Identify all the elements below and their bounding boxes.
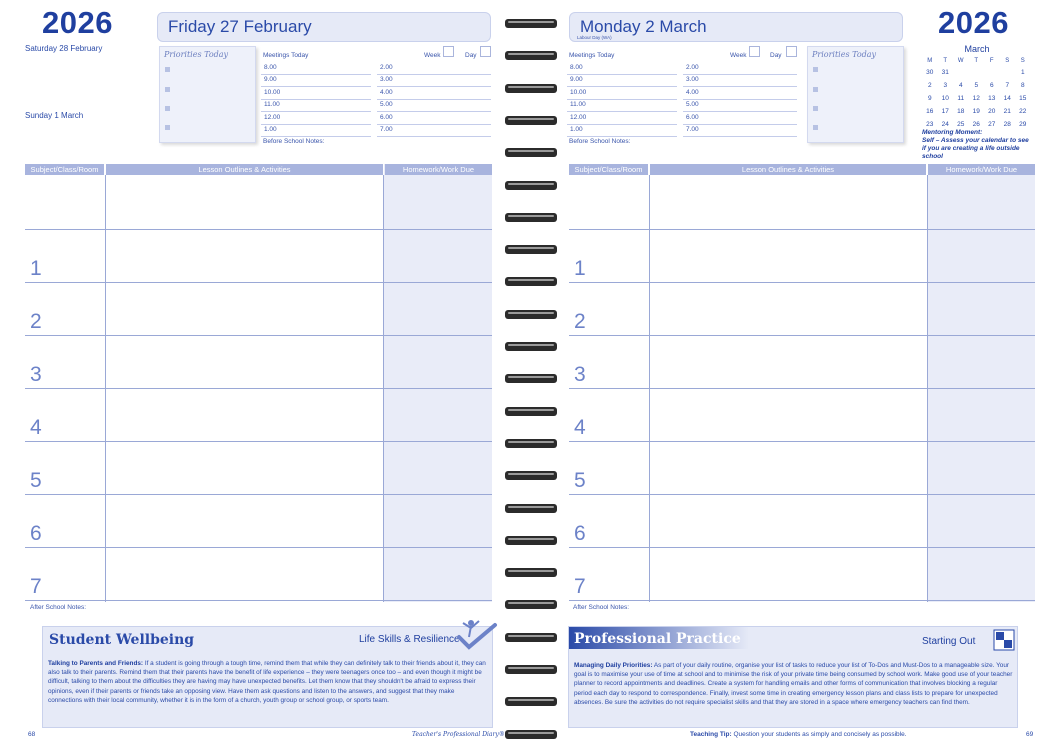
row-divider bbox=[569, 335, 1035, 336]
left-date-title: Friday 27 February bbox=[157, 12, 491, 42]
right-date-title: Monday 2 March bbox=[569, 12, 903, 42]
meeting-line[interactable] bbox=[261, 111, 371, 112]
priority-bullet bbox=[813, 106, 818, 111]
panel-heading: Talking to Parents and Friends: bbox=[48, 660, 144, 667]
spiral-ring bbox=[504, 630, 558, 641]
panel-heading: Managing Daily Priorities: bbox=[574, 662, 653, 669]
day-checkbox[interactable] bbox=[480, 46, 491, 57]
spiral-ring bbox=[504, 274, 558, 285]
meeting-time: 5.00 bbox=[380, 101, 393, 109]
mentoring-moment bbox=[922, 129, 1032, 161]
calendar-weekday: F bbox=[989, 58, 994, 64]
row-divider bbox=[25, 388, 492, 389]
before-school-label: Before School Notes: bbox=[263, 138, 325, 145]
period-number: 6 bbox=[30, 522, 42, 545]
calendar-day[interactable]: 5 bbox=[974, 82, 979, 89]
panel-text: As part of your daily routine, organise your list of tasks to reduce your list of To-Dos and Must-Dos to a manageable size. Your goal is to maximise your use of time at school and to minimise the risk of your private time being consumed by school work. Make good use of your teacher planner to record appointments and deadlines. Create a system for handling emails and other forms of communication that involves blocking a regular period each day to respond to correspondence. Finally, invest some time in creating emergency lesson plans and class lists to prepare for unexpected absences. Be sure the activities do not require specialist skills and that they are stored in a space where emergency teachers can find them. bbox=[574, 662, 1013, 706]
row-divider bbox=[25, 282, 492, 283]
meeting-time: 4.00 bbox=[380, 88, 393, 96]
week-label: Week bbox=[730, 52, 747, 59]
row-divider bbox=[569, 441, 1035, 442]
priority-bullet bbox=[813, 125, 818, 130]
meeting-time: 1.00 bbox=[570, 126, 583, 133]
week-checkbox[interactable] bbox=[443, 46, 454, 57]
meeting-time: 3.00 bbox=[686, 76, 699, 84]
panel-title: Student Wellbeing bbox=[49, 632, 195, 648]
calendar-day[interactable]: 31 bbox=[941, 69, 949, 76]
calendar-day[interactable]: 29 bbox=[1019, 121, 1027, 128]
calendar-day[interactable]: 14 bbox=[1003, 95, 1011, 102]
side-date-saturday: Saturday 28 February bbox=[25, 44, 103, 53]
calendar-day[interactable]: 1 bbox=[1020, 69, 1025, 76]
meeting-line[interactable] bbox=[377, 99, 491, 100]
spiral-ring bbox=[504, 468, 558, 479]
meeting-line[interactable] bbox=[683, 74, 797, 75]
meeting-time: 4.00 bbox=[686, 88, 699, 96]
meeting-line[interactable] bbox=[683, 99, 797, 100]
header-subject: Subject/Class/Room bbox=[25, 164, 104, 175]
header-homework: Homework/Work Due bbox=[928, 164, 1035, 175]
holiday-label: Labour Day (WA) bbox=[577, 35, 612, 40]
calendar-day[interactable]: 20 bbox=[988, 108, 996, 115]
calendar-weekday: T bbox=[943, 58, 948, 64]
calendar-day[interactable] bbox=[984, 66, 1000, 79]
calendar-day[interactable]: 10 bbox=[941, 95, 949, 102]
spiral-ring bbox=[504, 113, 558, 124]
meetings-label: Meetings Today bbox=[569, 52, 615, 59]
calendar-day[interactable]: 16 bbox=[926, 108, 934, 115]
meetings-label: Meetings Today bbox=[263, 52, 309, 59]
period-number: 2 bbox=[30, 310, 42, 333]
period-number: 3 bbox=[30, 363, 42, 386]
calendar-day[interactable]: 3 bbox=[943, 82, 948, 89]
calendar-day[interactable]: 4 bbox=[958, 82, 963, 89]
meeting-time: 6.00 bbox=[380, 113, 393, 121]
priority-bullet bbox=[165, 87, 170, 92]
period-number: 1 bbox=[574, 257, 586, 280]
after-school-label: After School Notes: bbox=[573, 604, 629, 611]
left-page-number: 68 bbox=[28, 731, 36, 738]
calendar-day[interactable]: 11 bbox=[957, 95, 965, 102]
row-divider bbox=[569, 388, 1035, 389]
teaching-tip bbox=[690, 731, 907, 738]
row-divider bbox=[25, 441, 492, 442]
week-checkbox[interactable] bbox=[749, 46, 760, 57]
priority-bullet bbox=[813, 67, 818, 72]
calendar-weekday: S bbox=[1005, 58, 1010, 64]
calendar-day[interactable]: 27 bbox=[988, 121, 996, 128]
side-date-sunday: Sunday 1 March bbox=[25, 111, 84, 120]
meeting-line[interactable] bbox=[683, 86, 797, 87]
right-year: 2026 bbox=[938, 5, 1009, 40]
meeting-time: 9.00 bbox=[264, 76, 277, 84]
meeting-line[interactable] bbox=[377, 136, 491, 137]
calendar-weekday: M bbox=[927, 58, 933, 64]
spiral-ring bbox=[504, 694, 558, 705]
spiral-ring bbox=[504, 178, 558, 189]
calendar-week bbox=[922, 66, 1031, 79]
priority-bullet bbox=[165, 67, 170, 72]
calendar-day[interactable]: 23 bbox=[926, 121, 934, 128]
row-divider bbox=[25, 494, 492, 495]
row-divider bbox=[569, 494, 1035, 495]
meeting-time: 6.00 bbox=[686, 113, 699, 121]
calendar-day[interactable]: 22 bbox=[1019, 108, 1027, 115]
panel-body bbox=[48, 659, 488, 705]
row-divider bbox=[25, 335, 492, 336]
meeting-line[interactable] bbox=[261, 86, 371, 87]
meeting-time: 12.00 bbox=[264, 113, 281, 121]
meeting-line[interactable] bbox=[567, 74, 677, 75]
period-number: 6 bbox=[574, 522, 586, 545]
row-divider bbox=[569, 547, 1035, 548]
mini-calendar bbox=[922, 56, 1031, 131]
calendar-day[interactable]: 25 bbox=[957, 121, 965, 128]
meeting-time: 2.00 bbox=[380, 64, 393, 71]
spiral-ring bbox=[504, 81, 558, 92]
calendar-week bbox=[922, 105, 1031, 118]
checkmark-figure-icon bbox=[455, 615, 499, 653]
meeting-line[interactable] bbox=[567, 111, 677, 112]
period-number: 2 bbox=[574, 310, 586, 333]
calendar-weekday: S bbox=[1020, 58, 1025, 64]
spiral-ring bbox=[504, 404, 558, 415]
meeting-line[interactable] bbox=[683, 124, 797, 125]
priorities-label: Priorities Today bbox=[164, 50, 229, 59]
calendar-day[interactable]: 30 bbox=[926, 69, 934, 76]
calendar-day[interactable] bbox=[969, 66, 985, 79]
meeting-line[interactable] bbox=[261, 124, 371, 125]
row-divider bbox=[25, 600, 492, 601]
period-number: 1 bbox=[30, 257, 42, 280]
header-homework: Homework/Work Due bbox=[385, 164, 492, 175]
meeting-line[interactable] bbox=[261, 136, 371, 137]
calendar-day[interactable]: 19 bbox=[972, 108, 980, 115]
spiral-ring bbox=[504, 145, 558, 156]
period-number: 3 bbox=[574, 363, 586, 386]
meeting-time: 12.00 bbox=[570, 113, 587, 121]
after-school-label: After School Notes: bbox=[30, 604, 86, 611]
meeting-line[interactable] bbox=[683, 136, 797, 137]
row-divider bbox=[25, 229, 492, 230]
spiral-ring bbox=[504, 662, 558, 673]
panel-body bbox=[574, 661, 1014, 707]
meeting-time: 3.00 bbox=[380, 76, 393, 84]
mentoring-text: Self – Assess your calendar to see if you are creating a life outside school bbox=[922, 137, 1029, 160]
calendar-day[interactable]: 9 bbox=[927, 95, 932, 102]
calendar-day[interactable]: 24 bbox=[941, 121, 949, 128]
period-number: 4 bbox=[574, 416, 586, 439]
calendar-day[interactable]: 21 bbox=[1003, 108, 1011, 115]
calendar-day[interactable]: 26 bbox=[972, 121, 980, 128]
priority-bullet bbox=[813, 87, 818, 92]
professional-practice-panel bbox=[568, 626, 1018, 728]
calendar-day[interactable] bbox=[953, 66, 969, 79]
spiral-ring bbox=[504, 727, 558, 738]
meeting-line[interactable] bbox=[261, 99, 371, 100]
period-number: 5 bbox=[30, 469, 42, 492]
calendar-day[interactable]: 8 bbox=[1020, 82, 1025, 89]
meeting-line[interactable] bbox=[683, 111, 797, 112]
calendar-week bbox=[922, 79, 1031, 92]
spiral-ring bbox=[504, 371, 558, 382]
priority-bullet bbox=[165, 125, 170, 130]
day-label: Day bbox=[770, 52, 782, 59]
spiral-ring bbox=[504, 339, 558, 350]
meeting-time: 7.00 bbox=[686, 126, 699, 133]
calendar-day[interactable]: 15 bbox=[1019, 95, 1027, 102]
period-number: 4 bbox=[30, 416, 42, 439]
calendar-month: March bbox=[964, 44, 990, 54]
row-divider bbox=[569, 282, 1035, 283]
spiral-ring bbox=[504, 16, 558, 27]
calendar-day[interactable]: 7 bbox=[1005, 82, 1010, 89]
calendar-day[interactable]: 12 bbox=[972, 95, 980, 102]
row-divider bbox=[569, 229, 1035, 230]
meeting-time: 9.00 bbox=[570, 76, 583, 84]
week-label: Week bbox=[424, 52, 441, 59]
priority-bullet bbox=[165, 106, 170, 111]
calendar-day[interactable]: 13 bbox=[988, 95, 996, 102]
row-divider bbox=[25, 547, 492, 548]
mentoring-title: Mentoring Moment: bbox=[922, 129, 983, 136]
spiral-ring bbox=[504, 533, 558, 544]
teaching-tip-text: Question your students as simply and concisely as possible. bbox=[733, 731, 907, 738]
header-lesson: Lesson Outlines & Activities bbox=[650, 164, 926, 175]
calendar-weekday: W bbox=[957, 58, 964, 64]
meeting-line[interactable] bbox=[567, 99, 677, 100]
day-checkbox[interactable] bbox=[786, 46, 797, 57]
calendar-weekday: T bbox=[974, 58, 979, 64]
period-number: 7 bbox=[30, 575, 42, 598]
meeting-time: 1.00 bbox=[264, 126, 277, 133]
spiral-ring bbox=[504, 565, 558, 576]
period-number: 7 bbox=[574, 575, 586, 598]
priorities-label: Priorities Today bbox=[812, 50, 877, 59]
before-school-label: Before School Notes: bbox=[569, 138, 631, 145]
meeting-time: 5.00 bbox=[686, 101, 699, 109]
meeting-time: 11.00 bbox=[264, 101, 280, 109]
spiral-ring bbox=[504, 48, 558, 59]
meeting-time: 8.00 bbox=[264, 64, 277, 71]
meeting-time: 11.00 bbox=[570, 101, 586, 109]
meeting-time: 10.00 bbox=[570, 88, 587, 96]
meeting-line[interactable] bbox=[377, 111, 491, 112]
spiral-ring bbox=[504, 597, 558, 608]
spiral-ring bbox=[504, 242, 558, 253]
calendar-day[interactable]: 2 bbox=[927, 82, 932, 89]
spiral-ring bbox=[504, 501, 558, 512]
calendar-day[interactable]: 18 bbox=[957, 108, 965, 115]
day-label: Day bbox=[465, 52, 477, 59]
spiral-ring bbox=[504, 436, 558, 447]
meeting-time: 10.00 bbox=[264, 88, 281, 96]
meeting-line[interactable] bbox=[567, 124, 677, 125]
teaching-tip-label: Teaching Tip: bbox=[690, 731, 732, 738]
calendar-week bbox=[922, 92, 1031, 105]
row-divider bbox=[569, 600, 1035, 601]
right-page-number: 69 bbox=[1026, 731, 1034, 738]
meeting-time: 2.00 bbox=[686, 64, 699, 71]
meeting-line[interactable] bbox=[567, 86, 677, 87]
meeting-time: 7.00 bbox=[380, 126, 393, 133]
calendar-day[interactable]: 6 bbox=[989, 82, 994, 89]
panel-subtitle: Life Skills & Resilience bbox=[359, 634, 460, 645]
calendar-day[interactable]: 28 bbox=[1003, 121, 1011, 128]
spiral-ring bbox=[504, 307, 558, 318]
meeting-line[interactable] bbox=[377, 86, 491, 87]
right-priorities-box[interactable] bbox=[807, 46, 904, 143]
abc-blocks-icon bbox=[993, 629, 1015, 651]
calendar-day[interactable] bbox=[1000, 66, 1016, 79]
left-year: 2026 bbox=[42, 5, 113, 40]
meeting-line[interactable] bbox=[377, 124, 491, 125]
header-lesson: Lesson Outlines & Activities bbox=[106, 164, 383, 175]
header-subject: Subject/Class/Room bbox=[569, 164, 648, 175]
footer-brand: Teacher's Professional Diary® bbox=[412, 731, 505, 738]
panel-text: If a student is going through a tough time, remind them that while they can definitely talk to their friends about it, they can also talk to their parents. Remind them that their parents have the benefit of life experience – they were teenagers once too – and even though it might be difficult, talking to them about the difficulties they are having may have unexpected benefits. Let them know that they shouldn't be afraid to express their opinions, even if their parents or friends take an opposing view. Have them ask questions and listen to the answers, and suggest that they make connections with their local community, whether it is in the form of a church, youth group or school group, or sports team. bbox=[48, 660, 486, 704]
panel-subtitle: Starting Out bbox=[922, 636, 976, 647]
left-priorities-box[interactable] bbox=[159, 46, 256, 143]
student-wellbeing-panel bbox=[42, 626, 493, 728]
spiral-ring bbox=[504, 210, 558, 221]
period-number: 5 bbox=[574, 469, 586, 492]
meeting-line[interactable] bbox=[567, 136, 677, 137]
meeting-line[interactable] bbox=[261, 74, 371, 75]
panel-title: Professional Practice bbox=[574, 631, 741, 647]
meeting-time: 8.00 bbox=[570, 64, 583, 71]
meeting-line[interactable] bbox=[377, 74, 491, 75]
calendar-day[interactable]: 17 bbox=[941, 108, 949, 115]
